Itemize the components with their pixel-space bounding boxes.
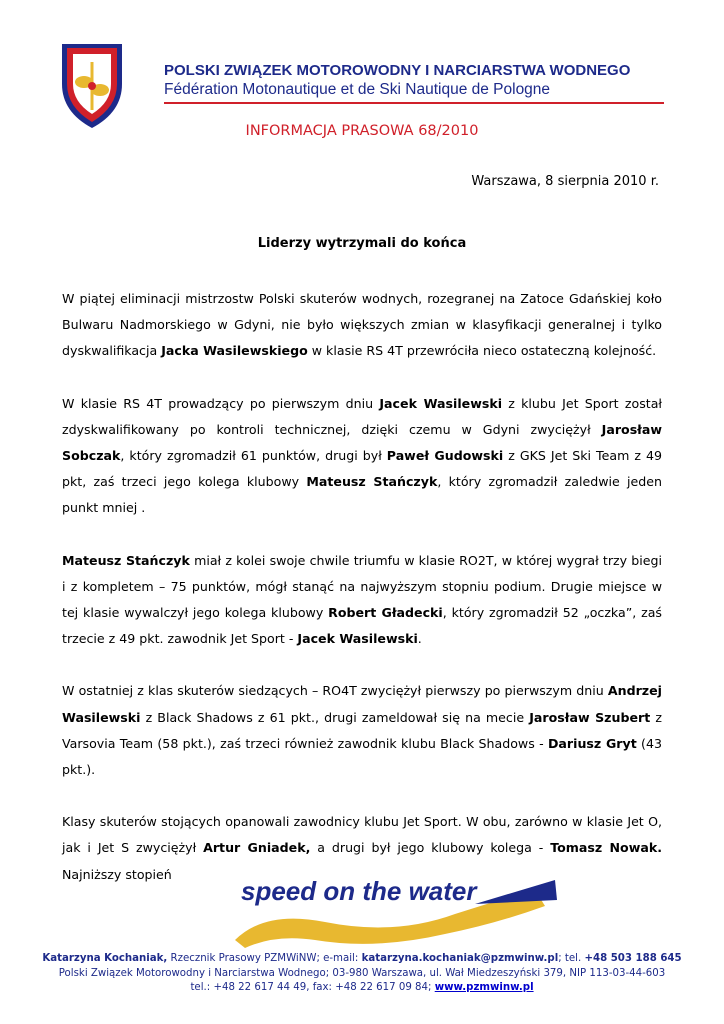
organization-header [164, 62, 664, 100]
article-heading: Liderzy wytrzymali do końca [257, 236, 467, 251]
bold-name: Jacek Wasilewski [297, 631, 418, 647]
article-paragraph [62, 391, 662, 522]
paragraph-text: W klasie RS 4T prowadzący po pierwszym dniu [62, 395, 380, 411]
footer-slogan: speed on the water [241, 876, 477, 906]
spokesperson-name: Katarzyna Kochaniak, [42, 953, 168, 964]
office-phone-fax: tel.: +48 22 617 44 49, fax: +48 22 617 09 84; [190, 982, 435, 993]
org-name-polish: POLSKI ZWIĄZEK MOTOROWODNY I NARCIARSTWA WODNEGO [164, 62, 631, 79]
footer-line-1 [0, 952, 724, 967]
release-date: Warszawa, 8 sierpnia 2010 r. [471, 174, 659, 189]
paragraph-text: z GKS Jet Ski Team z 49 pkt, zaś trzeci jego kolega klubowy [62, 448, 662, 490]
paragraph-text: Najniższy stopień [62, 866, 172, 882]
bold-name: Andrzej Wasilewski [62, 683, 662, 725]
org-name-french: Fédération Motonautique et de Ski Nautique de Pologne [164, 81, 551, 98]
bold-name: Tomasz Nowak. [550, 840, 663, 856]
paragraph-text: . [417, 631, 422, 647]
bold-name: Jacka Wasilewskiego [161, 343, 308, 359]
spokesperson-email: katarzyna.kochaniak@pzmwinw.pl [361, 953, 559, 964]
bold-name: Dariusz Gryt [547, 735, 637, 751]
paragraph-text: , który zgromadził 52 „oczka”, zaś trzecie z 49 pkt. zawodnik Jet Sport - [62, 605, 662, 647]
paragraph-text: (43 pkt.). [62, 735, 662, 778]
bold-name: Artur Gniadek, [203, 840, 311, 856]
spokesperson-phone: +48 503 188 645 [584, 953, 682, 964]
header-divider [164, 102, 664, 104]
article-paragraph [62, 678, 662, 783]
bold-name: Jarosław Sobczak [62, 421, 662, 464]
speed-on-the-water-artwork [205, 870, 565, 950]
paragraph-text: W piątej eliminacji mistrzostw Polski skuterów wodnych, rozegranej na Zatoce Gdańskiej koło Bulwaru Nadmorskiego w Gdyni, nie było większych zmian w klasyfikacji generalnej i tylko dyskwalifikacja [62, 291, 662, 359]
paragraph-text: z Varsovia Team (58 pkt.), zaś trzeci również zawodnik klubu Black Shadows - [62, 709, 662, 751]
bold-name: Paweł Gudowski [386, 448, 504, 464]
paragraph-text: miał z kolei swoje chwile triumfu w klasie RO2T, w której wygrał trzy biegi i z kompletem – 75 punktów, mógł stanąć na najwyższym stopniu podium. Drugie miejsce w tej klasie wywalczył jego kolega klubowy [62, 552, 662, 621]
tel-label: ; tel. [558, 953, 585, 964]
bold-name: Mateusz Stańczyk [62, 552, 190, 568]
footer-contact [0, 952, 724, 996]
paragraph-text: Klasy skuterów stojących opanowali zawodnicy klubu Jet Sport. W obu, zarówno w klasie Jet O, jak i Jet S zwyciężył [62, 814, 662, 856]
pzmwinw-logo [58, 40, 126, 130]
article-paragraph [62, 548, 662, 653]
bold-name: Jarosław Szubert [529, 709, 651, 725]
paragraph-text: a drugi był jego klubowy kolega - [310, 840, 551, 856]
press-release-title: INFORMACJA PRASOWA 68/2010 [245, 123, 479, 139]
paragraph-text: , który zgromadził 61 punktów, drugi był [120, 448, 387, 464]
paragraph-text: w klasie RS 4T przewróciła nieco ostateczną kolejność. [307, 343, 657, 359]
bold-name: Robert Gładecki [328, 605, 443, 621]
bold-name: Mateusz Stańczyk [306, 474, 438, 490]
article-body [62, 286, 662, 914]
spokesperson-role: Rzecznik Prasowy PZMWiNW; e-mail: [167, 953, 362, 964]
footer-line-2: Polski Związek Motorowodny i Narciarstwa Wodnego; 03-980 Warszawa, ul. Wał Miedzeszyński 379, NIP 113-03-44-603 [58, 967, 666, 979]
bold-name: Jacek Wasilewski [379, 395, 503, 411]
paragraph-text: z Black Shadows z 61 pkt., drugi zameldował się na mecie [140, 709, 530, 725]
footer-line-3 [0, 981, 724, 996]
website-link[interactable]: www.pzmwinw.pl [434, 982, 534, 993]
paragraph-text: W ostatniej z klas skuterów siedzących – RO4T zwyciężył pierwszy po pierwszym dniu [62, 683, 608, 699]
paragraph-text: , który zgromadził zaledwie jeden punkt mniej . [62, 474, 662, 516]
paragraph-text: z klubu Jet Sport został zdyskwalifikowany po kontroli technicznej, dzięki czemu w Gdyni zwyciężył [62, 395, 662, 437]
article-paragraph [62, 286, 662, 365]
